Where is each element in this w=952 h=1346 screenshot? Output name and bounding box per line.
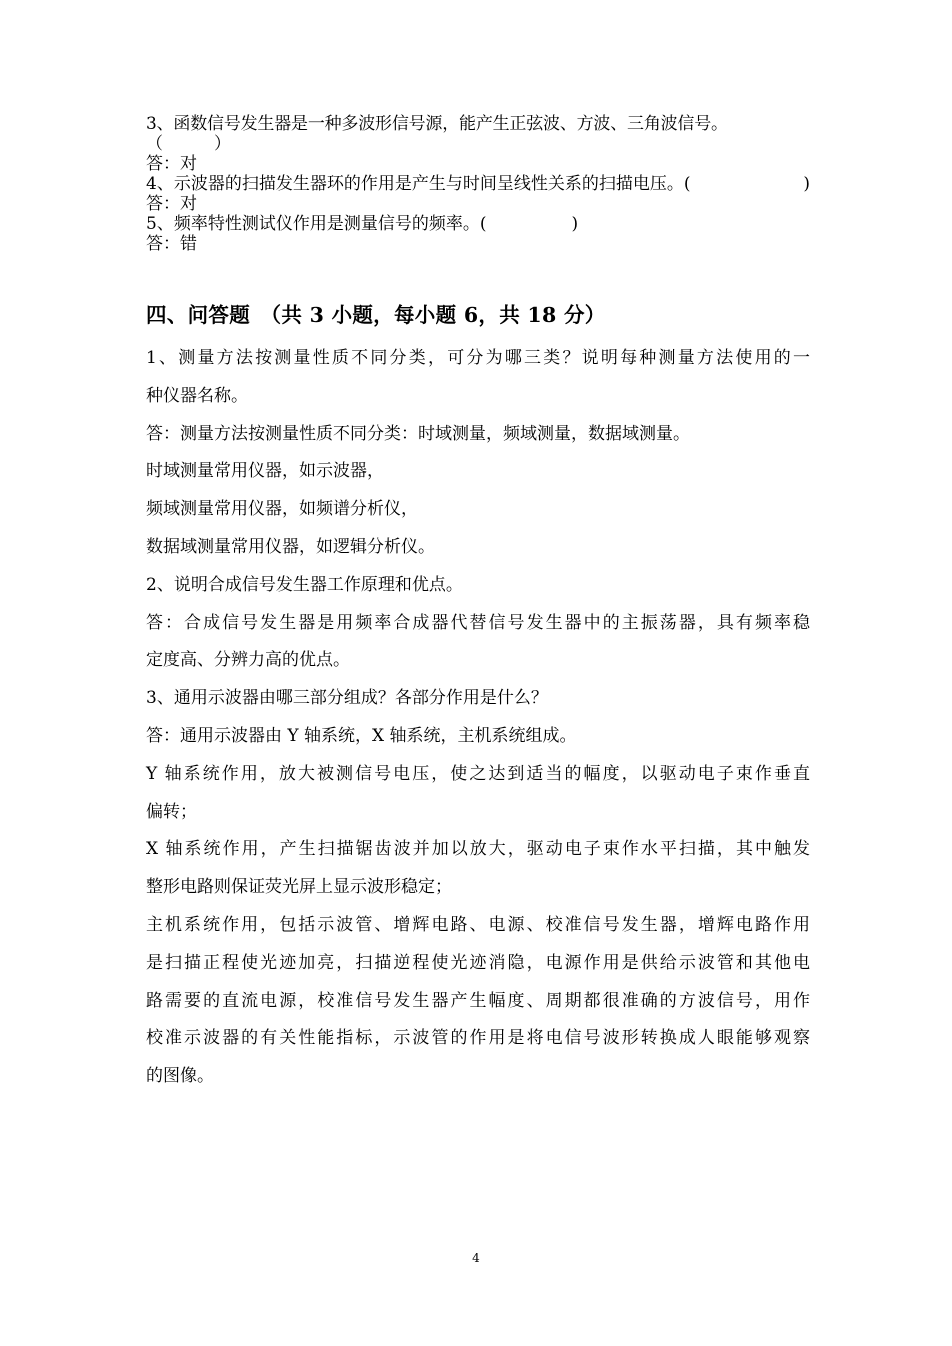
qa-text-line: 定度高、分辨力高的优点。 — [146, 650, 350, 671]
qa-text-line: 答：测量方法按测量性质不同分类：时域测量，频域测量，数据域测量。 — [146, 423, 690, 444]
tf-q5-text: 5、频率特性测试仪作用是测量信号的频率。( ) — [146, 214, 579, 234]
page-number: 4 — [472, 1251, 480, 1265]
tf-q3-answer: 答：对 — [146, 154, 197, 174]
qa-text-line: 时域测量常用仪器，如示波器， — [146, 461, 384, 482]
section-heading: 四、问答题 （共 3 小题，每小题 6，共 18 分） — [146, 303, 606, 327]
qa-text-line: 2、说明合成信号发生器工作原理和优点。 — [146, 574, 463, 595]
qa-text-line: Y 轴系统作用，放大被测信号电压，使之达到适当的幅度，以驱动电子束作垂直 — [146, 763, 810, 784]
qa-text-line: 种仪器名称。 — [146, 385, 248, 406]
true-false-questions — [146, 114, 810, 254]
qa-text-line: 的图像。 — [146, 1066, 214, 1087]
qa-text-line: 答：合成信号发生器是用频率合成器代替信号发生器中的主振荡器，具有频率稳 — [146, 612, 810, 633]
qa-text-line: 是扫描正程使光迹加亮，扫描逆程使光迹消隐，电源作用是供给示波管和其他电 — [146, 952, 810, 973]
qa-text-line: 答：通用示波器由 Y 轴系统，X 轴系统，主机系统组成。 — [146, 725, 577, 746]
qa-section-body — [146, 340, 810, 1096]
tf-q4-close-paren: ) — [803, 174, 810, 194]
qa-text-line: X 轴系统作用，产生扫描锯齿波并加以放大，驱动电子束作水平扫描，其中触发 — [146, 839, 810, 860]
tf-q3-text: 3、函数信号发生器是一种多波形信号源，能产生正弦波、方波、三角波信号。 — [146, 114, 728, 134]
tf-q4-text: 4、示波器的扫描发生器环的作用是产生与时间呈线性关系的扫描电压。( — [146, 174, 691, 194]
qa-text-line: 偏转； — [146, 801, 197, 822]
tf-q5-answer: 答：错 — [146, 234, 197, 254]
qa-text-line: 主机系统作用，包括示波管、增辉电路、电源、校准信号发生器，增辉电路作用 — [146, 914, 810, 935]
qa-text-line: 校准示波器的有关性能指标，示波管的作用是将电信号波形转换成人眼能够观察 — [146, 1028, 810, 1049]
tf-q4-row — [146, 174, 810, 194]
qa-text-line: 数据域测量常用仪器，如逻辑分析仪。 — [146, 536, 435, 557]
qa-text-line: 频域测量常用仪器，如频谱分析仪， — [146, 499, 418, 520]
qa-text-line: 3、通用示波器由哪三部分组成？各部分作用是什么？ — [146, 688, 548, 709]
tf-q3-blank: （ ） — [146, 134, 231, 154]
qa-text-line: 整形电路则保证荧光屏上显示波形稳定； — [146, 877, 452, 898]
qa-text-line: 路需要的直流电源，校准信号发生器产生幅度、周期都很准确的方波信号，用作 — [146, 990, 810, 1011]
qa-text-line: 1、测量方法按测量性质不同分类，可分为哪三类？说明每种测量方法使用的一 — [146, 348, 810, 368]
tf-q4-answer: 答：对 — [146, 194, 197, 214]
